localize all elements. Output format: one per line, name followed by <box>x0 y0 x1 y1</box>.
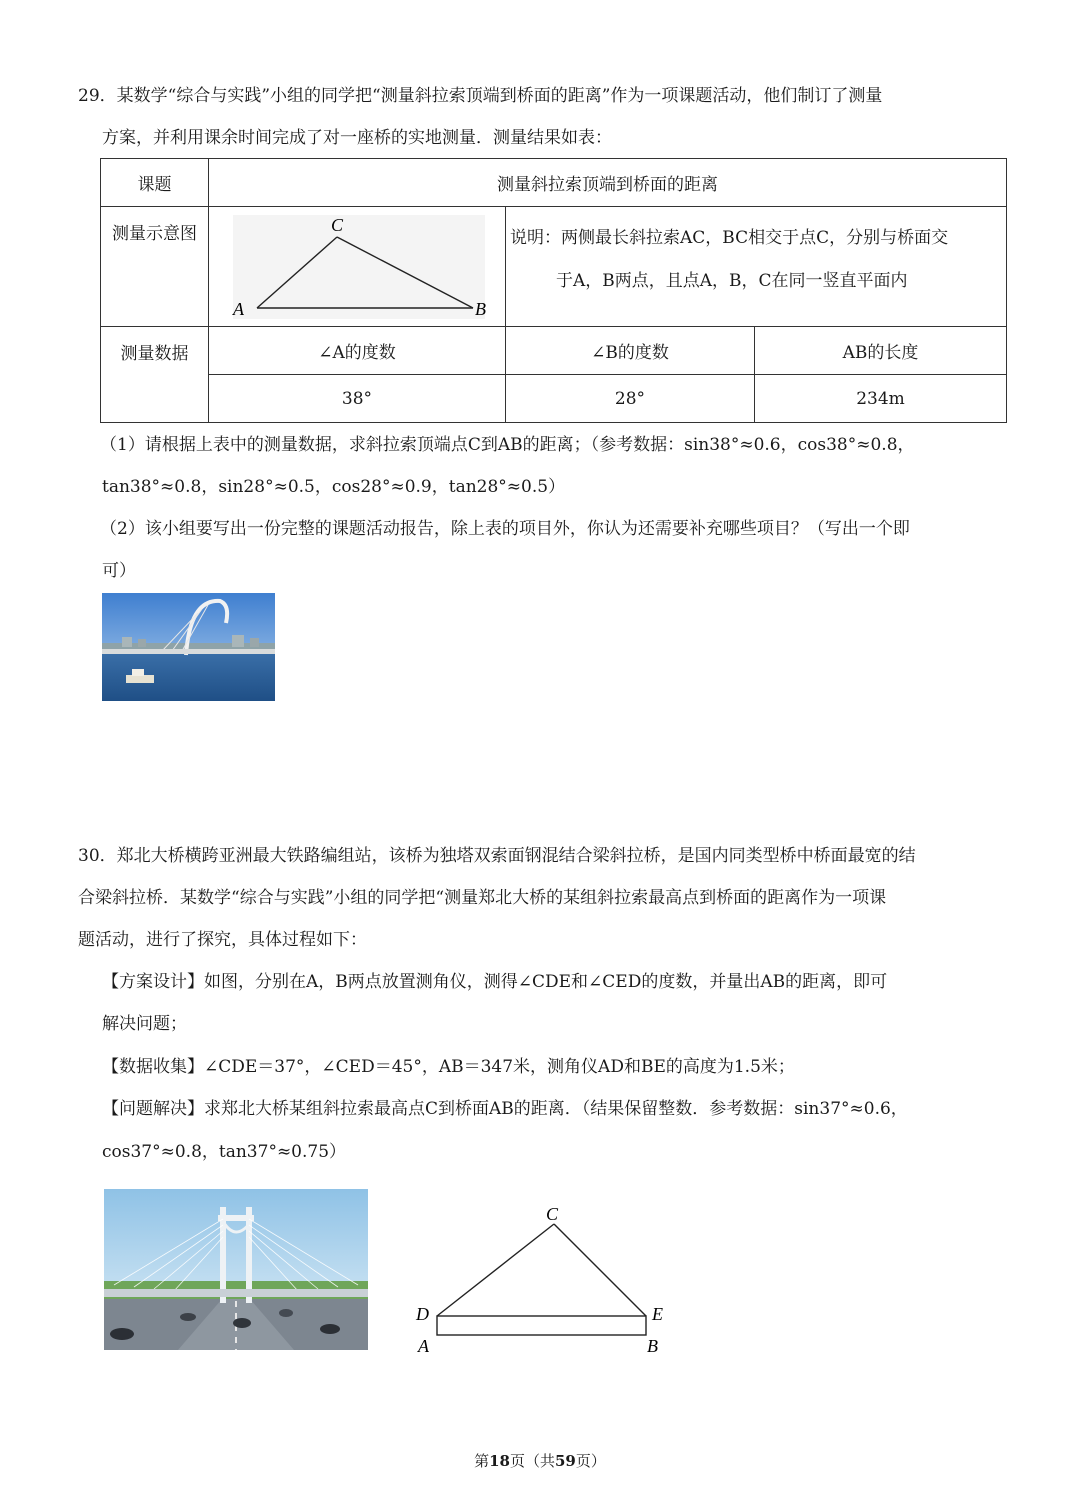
diagram-cell <box>209 207 506 327</box>
q30-intro-line3: 题活动，进行了探究，具体过程如下： <box>78 930 367 950</box>
length-ab-value: 234m <box>755 375 1007 423</box>
triangle-abc-diagram <box>209 207 506 326</box>
q30-design-line2: 解决问题； <box>102 1014 187 1034</box>
q30-intro-line2: 合梁斜拉桥．某数学“综合与实践”小组的同学把“测量郑北大桥的某组斜拉索最高点到桥面的距离作为一项课 <box>78 888 887 908</box>
label-d: D <box>416 1304 429 1324</box>
label-b: B <box>475 299 486 319</box>
angle-b-value: 28° <box>506 375 755 423</box>
q29-part2-line2: 可） <box>102 561 136 581</box>
diagram-label-cell: 测量示意图 <box>101 207 209 327</box>
angle-a-value: 38° <box>209 375 506 423</box>
angle-b-header: ∠B的度数 <box>506 327 755 375</box>
footer-suffix: 页） <box>575 1452 606 1470</box>
q30-solve-line2: cos37°≈0.8，tan37°≈0.75） <box>102 1142 347 1162</box>
q29-part2-line1: （2）该小组要写出一份完整的课题活动报告，除上表的项目外，你认为还需要补充哪些项目？（写出一个即 <box>100 519 910 539</box>
description-cell <box>506 207 1007 327</box>
q29-intro-line1: 29．某数学“综合与实践”小组的同学把“测量斜拉索顶端到桥面的距离”作为一项课题活动，他们制订了测量 <box>78 86 883 106</box>
label-a: A <box>418 1336 429 1356</box>
length-ab-header: AB的长度 <box>755 327 1007 375</box>
q30-solve-line1: 【问题解决】求郑北大桥某组斜拉索最高点C到桥面AB的距离．（结果保留整数．参考数据：sin37°≈0.6， <box>102 1099 908 1119</box>
label-b: B <box>647 1336 658 1356</box>
label-c: C <box>331 215 344 235</box>
q29-part1-line2: tan38°≈0.8，sin28°≈0.5，cos28°≈0.9，tan28°≈0.5） <box>102 477 566 497</box>
triangle-cde-diagram <box>410 1200 680 1360</box>
description-line2: 于A，B两点，且点A，B，C在同一竖直平面内 <box>556 271 908 291</box>
footer-prefix: 第 <box>474 1452 490 1470</box>
measurement-table <box>100 158 1007 423</box>
angle-a-header: ∠A的度数 <box>209 327 506 375</box>
line-ce <box>554 1224 646 1316</box>
topic-value-cell: 测量斜拉索顶端到桥面的距离 <box>209 159 1007 207</box>
label-a: A <box>233 299 244 319</box>
data-label-cell: 测量数据 <box>101 327 209 423</box>
arch-bridge-photo <box>102 593 275 701</box>
q30-data-line: 【数据收集】∠CDE＝37°，∠CED＝45°，AB＝347米，测角仪AD和BE的高度为1.5米； <box>102 1057 795 1077</box>
footer-page-number: 18 <box>489 1452 510 1470</box>
label-c: C <box>546 1204 559 1224</box>
description-line1: 说明：两侧最长斜拉索AC，BC相交于点C，分别与桥面交 <box>510 228 949 248</box>
footer-total-pages: 59 <box>555 1452 576 1470</box>
q29-part1-line1: （1）请根据上表中的测量数据，求斜拉索顶端点C到AB的距离；（参考数据：sin38°≈0.6，cos38°≈0.8， <box>100 435 915 455</box>
q29-intro-line2: 方案，并利用课余时间完成了对一座桥的实地测量．测量结果如表： <box>102 128 612 148</box>
footer-middle: 页（共 <box>509 1452 555 1470</box>
topic-label-cell: 课题 <box>101 159 209 207</box>
q30-intro-line1: 30．郑北大桥横跨亚洲最大铁路编组站，该桥为独塔双索面钢混结合梁斜拉桥，是国内同类型桥中桥面最宽的结 <box>78 846 916 866</box>
label-e: E <box>652 1304 663 1324</box>
diagram-background <box>233 215 485 319</box>
page-footer <box>0 1450 1080 1471</box>
cable-stayed-bridge-photo <box>104 1189 368 1350</box>
q30-design-line1: 【方案设计】如图，分别在A，B两点放置测角仪，测得∠CDE和∠CED的度数，并量出AB的距离，即可 <box>102 972 888 992</box>
line-dc <box>437 1224 554 1316</box>
instrument-platform-rect <box>437 1316 646 1335</box>
